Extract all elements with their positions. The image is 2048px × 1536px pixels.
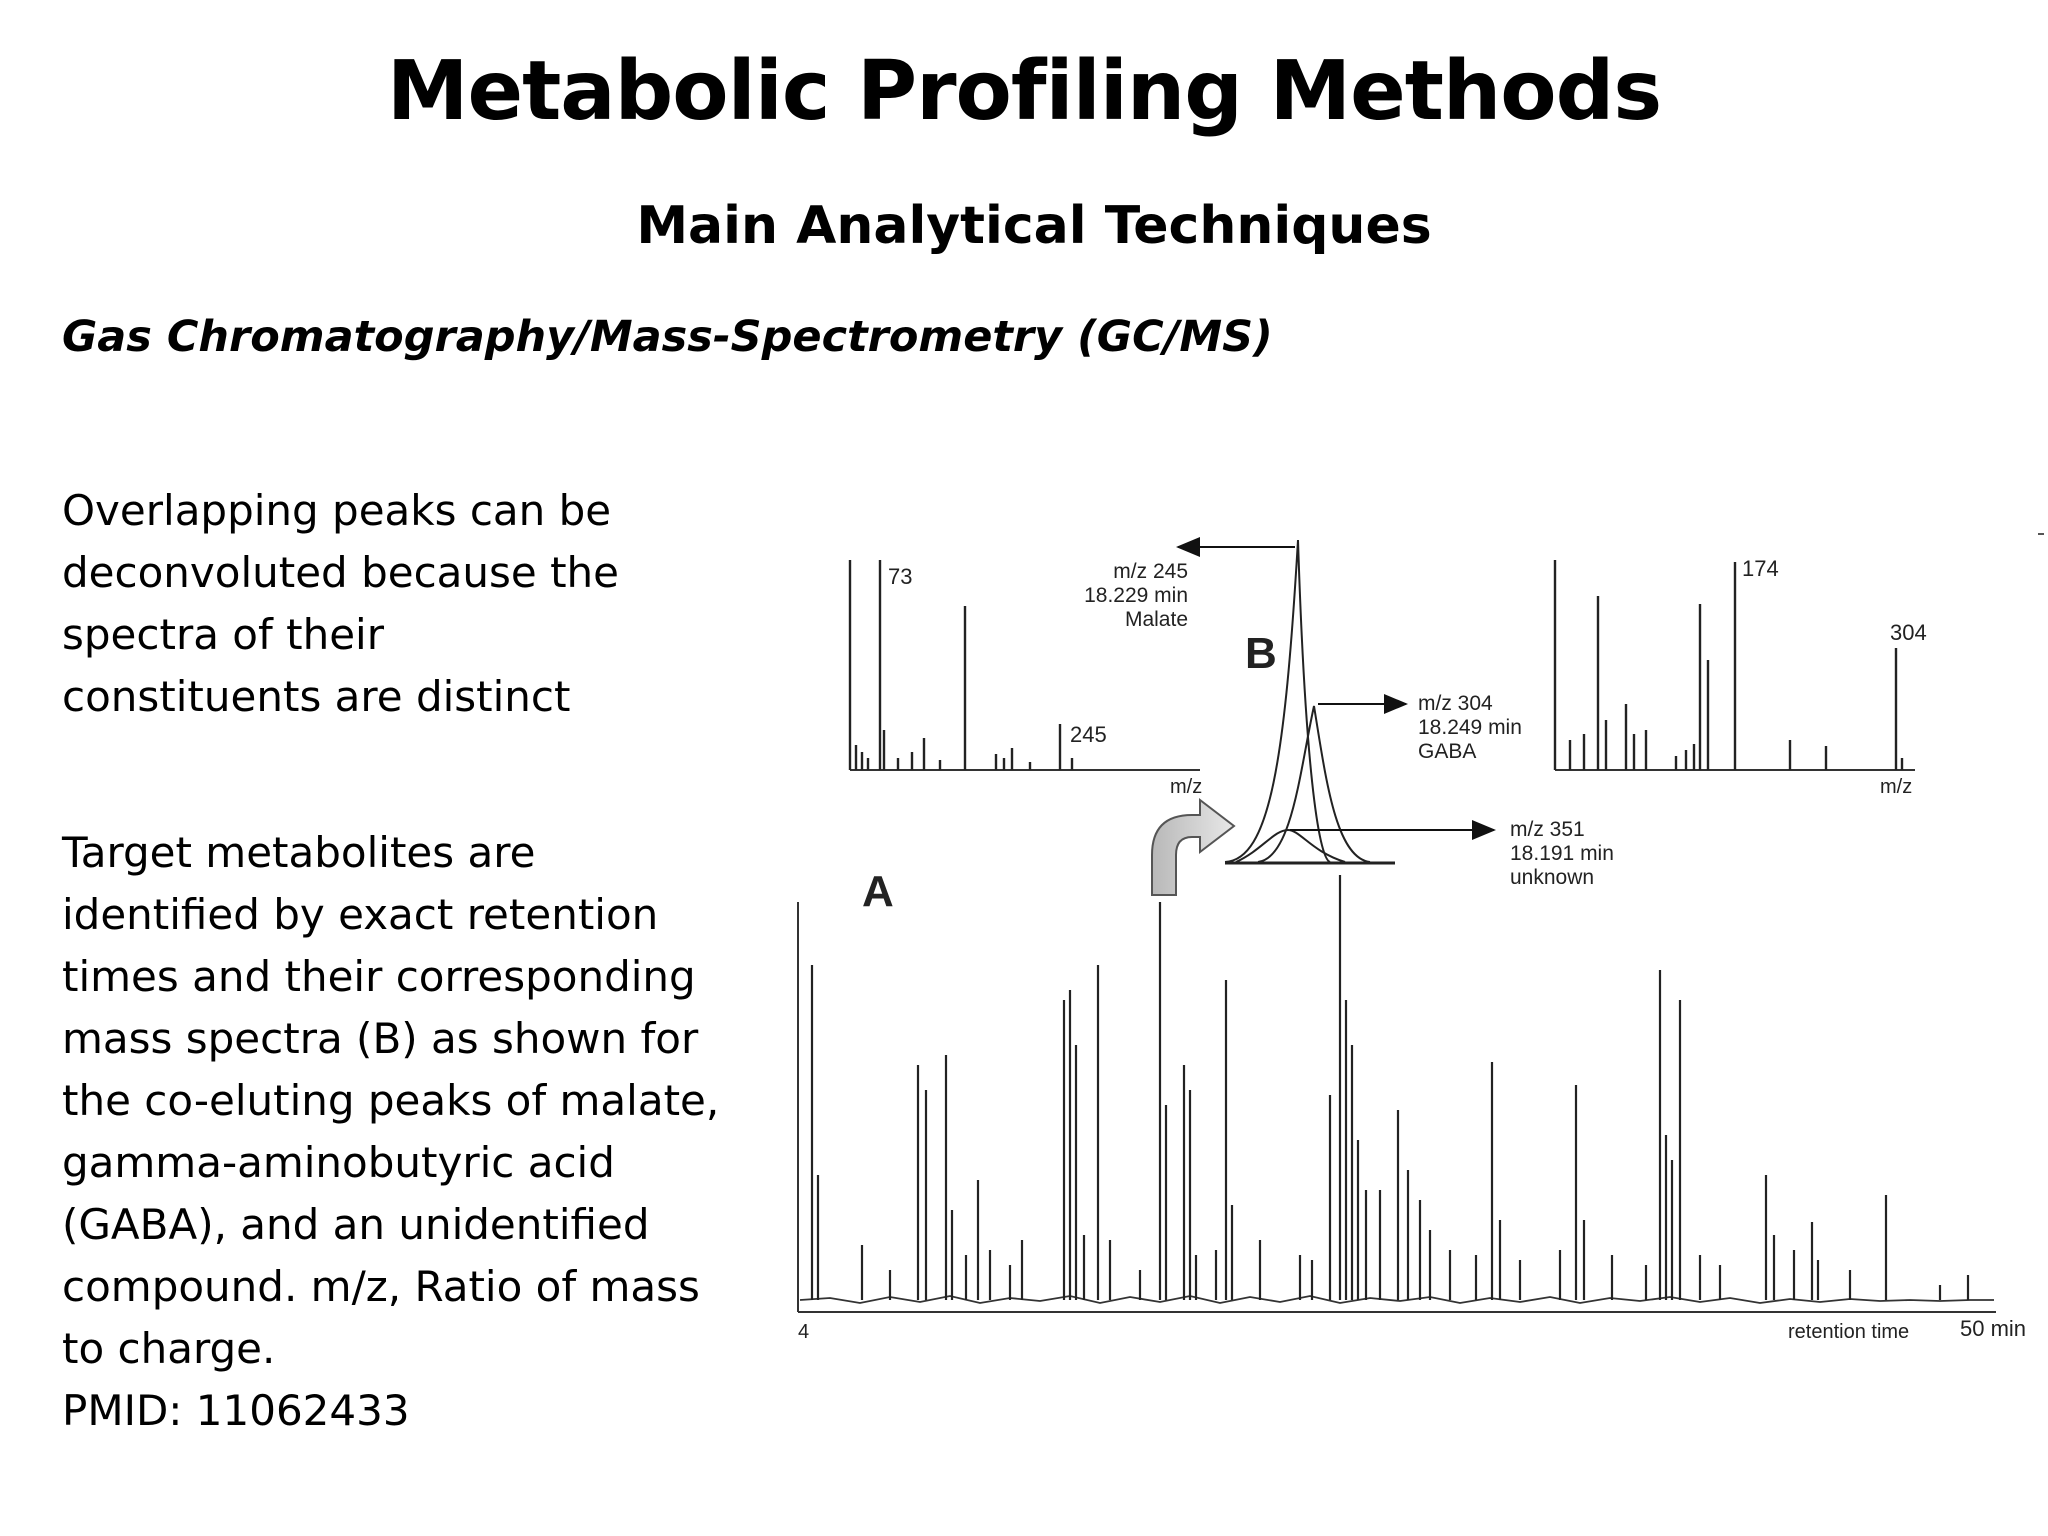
annotation-malate [1084,560,1188,631]
paragraph-line: mass spectra (B) as shown for [62,1014,699,1063]
section-heading: Gas Chromatography/Mass-Spectrometry (GC/MS) [62,312,1273,362]
panel-a-label: A [862,867,894,916]
right-spectrum-peaks [1555,560,1902,770]
right-mass-spectrum [1555,556,1927,798]
right-spectrum-axis-label: m/z [1880,776,1913,798]
annotation-line: GABA [1418,740,1477,763]
annotation-line: unknown [1510,866,1595,889]
panel-b-coeluting-peaks [1225,540,1395,863]
annotation-line: Malate [1124,608,1188,631]
peak-label-73: 73 [888,564,913,589]
paragraph-line: spectra of their [62,610,384,659]
annotation-line: m/z 351 [1510,818,1585,841]
chromatogram-x-axis-label: retention time [1788,1321,1910,1343]
paragraph-line: gamma-aminobutyric acid [62,1138,615,1187]
chromatogram [798,875,2026,1343]
paragraph-target-metabolites [62,822,752,1442]
annotation-line: m/z 304 [1418,692,1493,715]
paragraph-line: deconvoluted because the [62,548,620,597]
peak-label-304: 304 [1890,620,1927,645]
left-spectrum-peaks [850,560,1072,770]
paragraph-line: identified by exact retention [62,890,659,939]
annotation-unknown [1510,818,1614,889]
gcms-figure [780,520,2048,1360]
annotation-line: 18.249 min [1418,716,1522,739]
left-spectrum-axis-label: m/z [1170,776,1203,798]
paragraph-line: compound. m/z, Ratio of mass [62,1262,700,1311]
annotation-line: 18.229 min [1084,584,1188,607]
chromatogram-x-end: 50 min [1960,1316,2027,1341]
paragraph-line: to charge. [62,1324,276,1373]
curved-arrow-icon [1152,800,1234,895]
panel-b-label: B [1245,629,1277,678]
peak-label-174: 174 [1742,556,1779,581]
paragraph-line: constituents are distinct [62,672,571,721]
slide-title: Metabolic Profiling Methods [386,44,1662,139]
peak-label-245: 245 [1070,722,1107,747]
chromatogram-peaks [812,875,1968,1300]
annotation-line: m/z 245 [1113,560,1188,583]
annotation-line: 18.191 min [1510,842,1614,865]
paragraph-line: the co-eluting peaks of malate, [62,1076,720,1125]
paragraph-line: Overlapping peaks can be [62,486,612,535]
paragraph-deconvolution [62,480,752,728]
slide-subtitle: Main Analytical Techniques [636,196,1432,256]
paragraph-line: PMID: 11062433 [62,1386,410,1435]
paragraph-line: times and their corresponding [62,952,696,1001]
paragraph-line: Target metabolites are [62,828,536,877]
chromatogram-x-start: 4 [798,1321,810,1343]
annotation-gaba [1418,692,1522,763]
paragraph-line: (GABA), and an unidentified [62,1200,650,1249]
